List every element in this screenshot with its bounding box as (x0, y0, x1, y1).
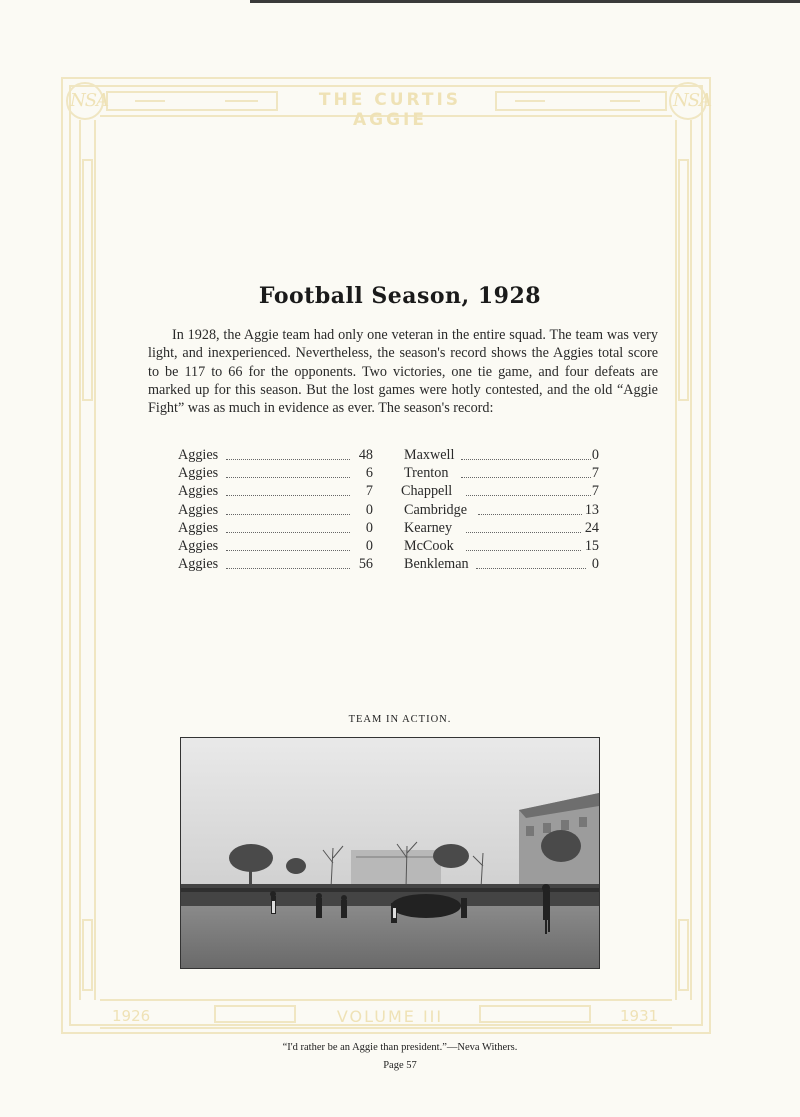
opponent-score: 24 (584, 519, 599, 536)
aggies-score: 7 (365, 483, 373, 500)
result-row (178, 465, 603, 483)
aggies-score: 0 (365, 501, 373, 518)
aggies-score: 0 (365, 537, 373, 554)
opponent-name: Chappell (401, 483, 453, 500)
aggies-label: Aggies (178, 519, 219, 536)
opponent-score: 7 (591, 483, 599, 500)
monogram-right: NSA (673, 90, 712, 111)
yearbook-banner: THE CURTIS AGGIE (318, 90, 462, 130)
aggies-score: 0 (365, 519, 373, 536)
monogram-left: NSA (70, 90, 109, 111)
aggies-label: Aggies (178, 556, 219, 573)
intro-paragraph: In 1928, the Aggie team had only one veteran in the entire squad. The team was very light, and inexperienced. Nevertheless, the season's record shows the Aggies total score to be 117 to 66 for the opponents. Two victories, one tie game, and four defeats are marked up for this season. But the lost games were hotly contested, and the old “Aggie Fight” was as much in evidence as ever. The season's record: (148, 327, 658, 417)
opponent-name: Maxwell (404, 447, 455, 463)
footer-volume: VOLUME III (336, 1007, 444, 1026)
opponent-name: Benkleman (404, 556, 469, 573)
aggies-label: Aggies (178, 537, 219, 554)
result-row (178, 538, 603, 556)
footer-year-end: 1931 (620, 1007, 659, 1025)
opponent-score: 7 (591, 465, 599, 482)
aggies-score: 48 (358, 447, 373, 463)
page-number: Page 57 (383, 1060, 417, 1071)
opponent-score: 15 (584, 537, 599, 554)
footer-quote: “I'd rather be an Aggie than president.”—Neva Withers. (282, 1042, 518, 1053)
opponent-name: Trenton (404, 465, 449, 482)
opponent-name: Kearney (404, 519, 453, 536)
aggies-label: Aggies (178, 465, 219, 482)
football-game-scene (181, 738, 599, 968)
aggies-score: 56 (358, 556, 373, 573)
result-row (178, 502, 603, 520)
result-row (178, 447, 603, 465)
opponent-name: Cambridge (404, 501, 468, 518)
aggies-label: Aggies (178, 483, 219, 500)
result-row (178, 556, 603, 574)
result-row (178, 520, 603, 538)
season-record-table (178, 447, 603, 574)
opponent-score: 0 (591, 556, 599, 573)
opponent-score: 13 (584, 501, 599, 518)
aggies-label: Aggies (178, 501, 219, 518)
opponent-score: 0 (591, 447, 599, 463)
opponent-name: McCook (404, 537, 454, 554)
page-title: Football Season, 1928 (258, 283, 542, 309)
result-row (178, 483, 603, 501)
photo-caption: TEAM IN ACTION. (348, 714, 452, 725)
top-edge-line (250, 0, 800, 3)
footer-year-start: 1926 (112, 1007, 151, 1025)
team-action-photo (180, 737, 600, 969)
aggies-score: 6 (365, 465, 373, 482)
aggies-label: Aggies (178, 447, 219, 463)
